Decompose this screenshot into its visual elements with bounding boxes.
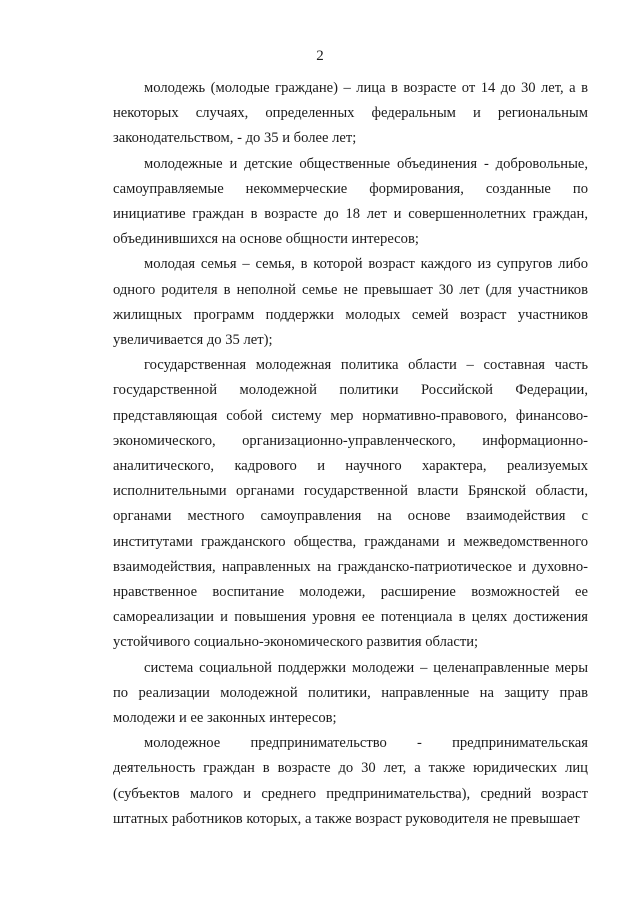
page-number: 2 [316, 48, 324, 64]
paragraph-social-support: система социальной поддержки молодежи – целенаправленные меры по реализации молодежной политики, направленные на защиту прав молодежи и ее законных интересов; [113, 659, 588, 727]
paragraph-young-family: молодая семья – семья, в которой возраст каждого из супругов либо одного родителя в неполной семье не превышает 30 лет (для участников жилищных программ поддержки молодых семей возраст участников увеличивается до 35 лет); [113, 256, 588, 349]
paragraph-youth-policy: государственная молодежная политика области – составная часть государственной молодежной политики Российской Федерации, представляющая собой систему мер нормативно-правового, финансово-экономического, организационно-управленческого, информационно-аналитического, кадрового и научного характера, реализуемых исполнительными органами государственной власти Брянской области, органами местного самоуправления на основе взаимодействия с институтами гражданского общества, гражданами и межведомственного взаимодействия, направленных на гражданско-патриотическое и духовно-нравственное воспитание молодежи, расширение возможностей ее самореализации и повышения уровня ее потенциала в целях достижения устойчивого социально-экономического развития области; [113, 357, 588, 651]
paragraph-public-associations: молодежные и детские общественные объединения - добровольные, самоуправляемые некоммерческие формирования, созданные по инициативе граждан в возрасте до 18 лет и совершеннолетних граждан, объединившихся на основе общности интересов; [113, 155, 588, 248]
document-body [113, 76, 588, 832]
paragraph-youth-definition: молодежь (молодые граждане) – лица в возрасте от 14 до 30 лет, а в некоторых случаях, определенных федеральным и региональным законодательством, - до 35 и более лет; [113, 80, 588, 147]
paragraph-youth-entrepreneurship: молодежное предпринимательство - предпринимательская деятельность граждан в возрасте до 30 лет, а также юридических лиц (субъектов малого и среднего предпринимательства), средний возраст штатных работников которых, а также возраст руководителя не превышает [113, 735, 588, 827]
